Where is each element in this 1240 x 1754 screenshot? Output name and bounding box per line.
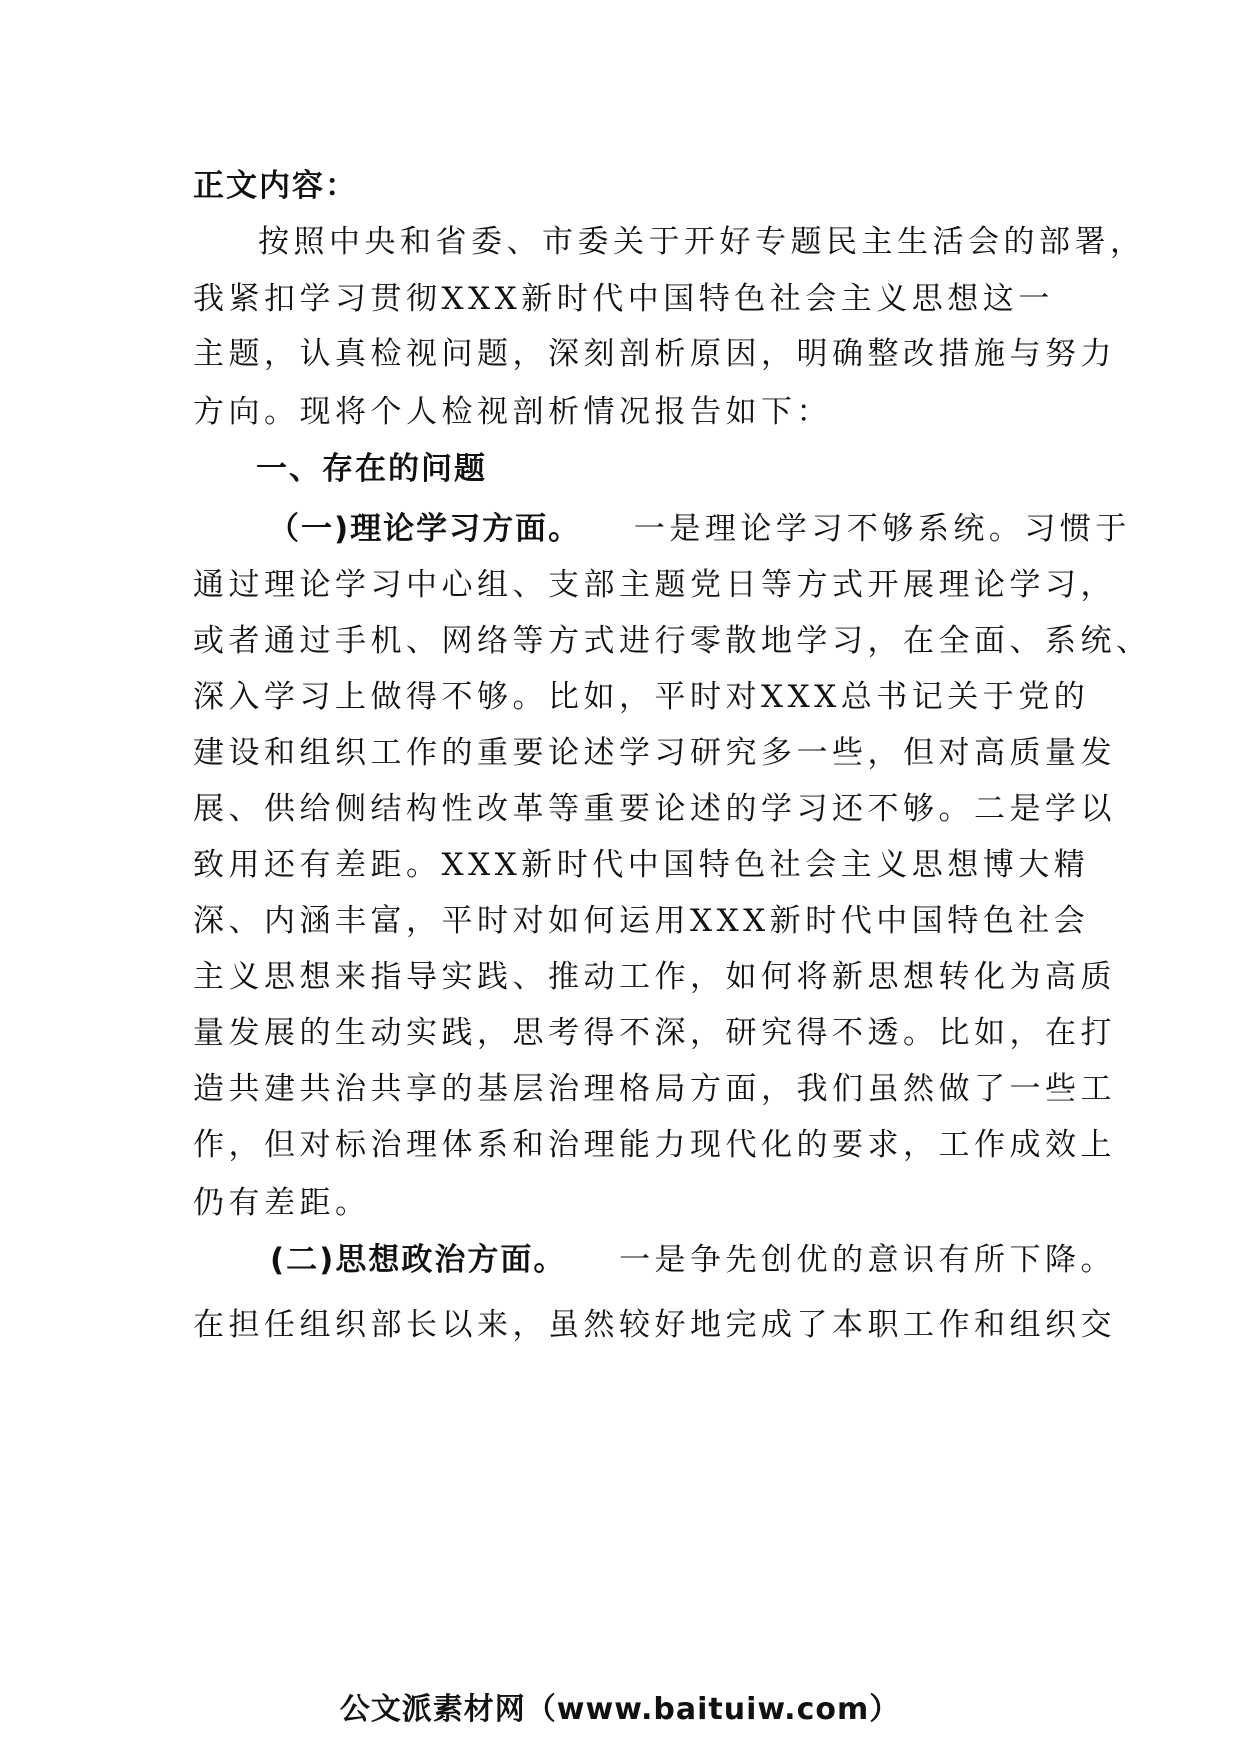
paragraph-line: 仍有差距。: [193, 1185, 371, 1221]
subsection-line: [270, 1240, 1116, 1280]
paragraph-line: 主题，认真检视问题，深刻剖析原因，明确整改措施与努力: [193, 336, 1116, 372]
section-heading: 一、存在的问题: [256, 451, 487, 487]
footer-watermark: 公文派素材网（www.baituiw.com）: [339, 1692, 901, 1727]
paragraph-line: 方向。现将个人检视剖析情况报告如下：: [193, 394, 832, 430]
paragraph-line: 主义思想来指导实践、推动工作，如何将新思想转化为高质: [193, 959, 1116, 995]
paragraph-line: 按照中央和省委、市委关于开好专题民主生活会的部署，: [258, 224, 1146, 260]
subsection-heading: (二)思想政治方面。: [270, 1242, 567, 1278]
paragraph-text: 一是争先创优的意识有所下降。: [619, 1242, 1117, 1278]
paragraph-line: 展、供给侧结构性改革等重要论述的学习还不够。二是学以: [193, 791, 1116, 827]
paragraph-line: 建设和组织工作的重要论述学习研究多一些，但对高质量发: [193, 735, 1116, 771]
document-title: 正文内容：: [193, 168, 358, 204]
paragraph-line: 作，但对标治理体系和治理能力现代化的要求，工作成效上: [193, 1127, 1116, 1163]
paragraph-line: 深、内涵丰富，平时对如何运用XXX新时代中国特色社会: [193, 903, 1090, 939]
paragraph-line: 我紧扣学习贯彻XXX新时代中国特色社会主义思想这一: [193, 281, 1054, 317]
paragraph-line: 深入学习上做得不够。比如，平时对XXX总书记关于党的: [193, 679, 1090, 715]
paragraph-line: 在担任组织部长以来，虽然较好地完成了本职工作和组织交: [193, 1307, 1116, 1343]
subsection-line: [268, 509, 1131, 549]
paragraph-text: 一是理论学习不够系统。习惯于: [633, 511, 1131, 547]
paragraph-line: 造共建共治共享的基层治理格局方面，我们虽然做了一些工: [193, 1071, 1116, 1107]
paragraph-line: 致用还有差距。XXX新时代中国特色社会主义思想博大精: [193, 847, 1090, 883]
paragraph-line: 通过理论学习中心组、支部主题党日等方式开展理论学习，: [193, 567, 1116, 603]
paragraph-line: 量发展的生动实践，思考得不深，研究得不透。比如，在打: [193, 1015, 1116, 1051]
paragraph-line: 或者通过手机、网络等方式进行零散地学习，在全面、系统、: [193, 623, 1152, 659]
subsection-heading: （一)理论学习方面。: [268, 511, 582, 547]
